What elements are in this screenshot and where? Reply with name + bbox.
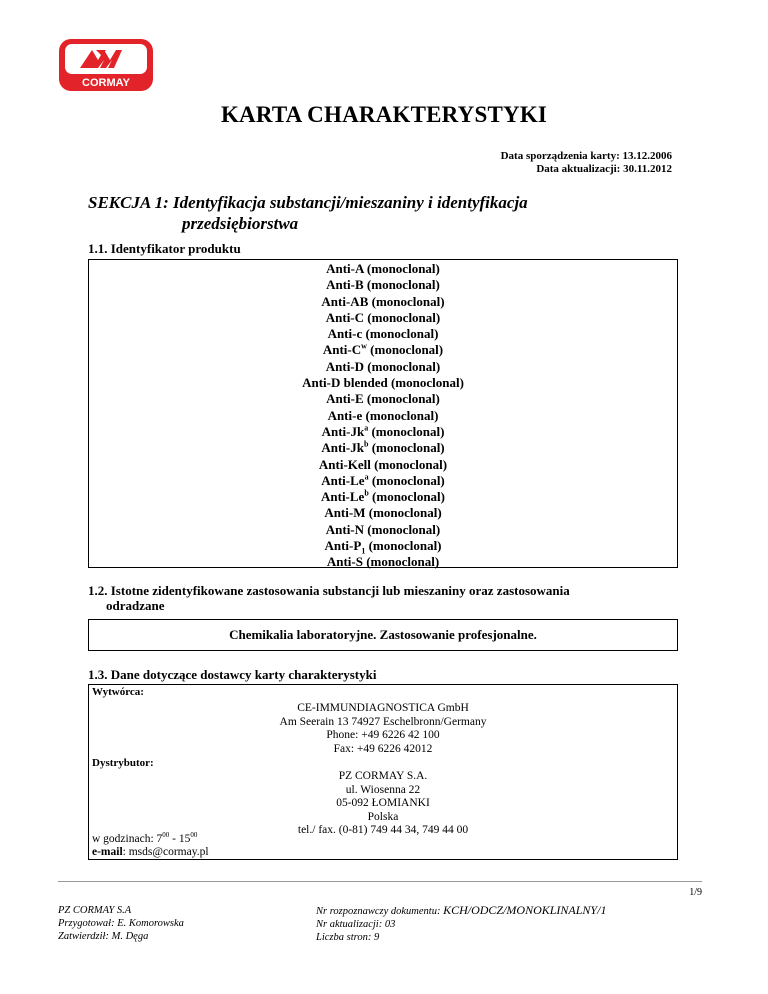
hours-end: - 15 bbox=[169, 832, 191, 845]
footer-approved: Zatwierdził: M. Dęga bbox=[58, 931, 149, 942]
product-name: Anti-C bbox=[325, 309, 365, 325]
manufacturer-line: Fax: +49 6226 42012 bbox=[333, 742, 433, 755]
product-type: (monoclonal) bbox=[362, 554, 440, 570]
product-name: Anti-C bbox=[322, 342, 362, 358]
document-dates bbox=[501, 150, 672, 176]
product-list bbox=[89, 260, 677, 571]
product-name: Anti-Le bbox=[321, 472, 365, 488]
product-item bbox=[89, 326, 677, 342]
distributor-line: 05-092 ŁOMIANKI bbox=[336, 797, 430, 809]
manufacturer-line: Am Seerain 13 74927 Eschelbronn/Germany bbox=[279, 715, 487, 728]
uses-heading-line1: 1.2. Istotne zidentyfikowane zastosowania substancji lub mieszaniny oraz zastosowania bbox=[88, 583, 570, 598]
product-type: (monoclonal) bbox=[368, 440, 445, 456]
product-item bbox=[89, 375, 677, 391]
product-type: (monoclonal) bbox=[368, 423, 445, 439]
product-superscript: a bbox=[364, 423, 369, 433]
cormay-logo bbox=[58, 38, 154, 92]
product-item bbox=[89, 457, 677, 473]
product-type: (monoclonal) bbox=[365, 538, 442, 554]
product-name: Anti-S bbox=[326, 554, 363, 570]
email-value[interactable]: : msds@cormay.pl bbox=[122, 846, 209, 859]
distributor-line: Polska bbox=[367, 810, 399, 823]
product-identifier-heading: 1.1. Identyfikator produktu bbox=[88, 241, 241, 256]
footer-company: PZ CORMAY S.A bbox=[58, 905, 132, 916]
product-type: (monoclonal) bbox=[362, 326, 439, 342]
product-item bbox=[89, 277, 677, 293]
product-name: Anti-D bbox=[325, 358, 365, 374]
product-item bbox=[89, 424, 677, 440]
product-type: (monoclonal) bbox=[363, 277, 440, 293]
distributor-details bbox=[89, 770, 677, 838]
distributor-line: tel./ fax. (0-81) 749 44 34, 749 44 00 bbox=[297, 824, 469, 836]
distributor-label: Dystrybutor: bbox=[92, 757, 154, 769]
doc-number-label: Nr rozpoznawczy dokumentu: bbox=[316, 906, 444, 917]
hours-start-minutes: 00 bbox=[162, 831, 170, 839]
footer-divider bbox=[58, 881, 702, 882]
product-name: Anti-Le bbox=[321, 489, 365, 505]
product-type: (monoclonal) bbox=[364, 358, 441, 374]
footer-left bbox=[58, 904, 184, 943]
product-name: Anti-Kell bbox=[318, 456, 371, 472]
product-subscript: 1 bbox=[361, 546, 366, 556]
product-item bbox=[89, 342, 677, 358]
product-type: (monoclonal) bbox=[387, 375, 464, 391]
manufacturer-line: CE-IMMUNDIAGNOSTICA GmbH bbox=[297, 702, 469, 714]
product-type: (monoclonal) bbox=[368, 489, 445, 505]
product-name: Anti-c bbox=[327, 326, 363, 342]
product-name: Anti-N bbox=[325, 521, 365, 537]
update-date: Data aktualizacji: 30.11.2012 bbox=[536, 163, 672, 175]
product-type: (monoclonal) bbox=[368, 293, 445, 309]
product-superscript: b bbox=[364, 488, 369, 498]
manufacturer-label: Wytwórca: bbox=[92, 686, 144, 698]
email-label: e-mail bbox=[92, 846, 123, 859]
contact-hours bbox=[92, 829, 209, 860]
product-type: (monoclonal) bbox=[365, 505, 442, 521]
product-item bbox=[89, 522, 677, 538]
uses-heading bbox=[88, 583, 570, 613]
product-type: (monoclonal) bbox=[363, 391, 440, 407]
supplier-heading: 1.3. Dane dotyczące dostawcy karty charakterystyki bbox=[88, 667, 377, 682]
section-title-line2: przedsiębiorstwa bbox=[182, 214, 299, 233]
distributor-line: PZ CORMAY S.A. bbox=[338, 770, 428, 782]
footer-prepared: Przygotował: E. Komorowska bbox=[58, 918, 184, 929]
uses-box bbox=[88, 619, 678, 651]
product-name: Anti-P bbox=[324, 538, 362, 554]
product-type: (monoclonal) bbox=[363, 261, 440, 276]
product-name: Anti-D blended bbox=[302, 375, 388, 391]
document-title: KARTA CHARAKTERYSTYKI bbox=[220, 102, 548, 127]
product-name: Anti-Jk bbox=[321, 440, 364, 456]
product-item bbox=[89, 391, 677, 407]
product-superscript: a bbox=[364, 472, 369, 482]
product-item bbox=[89, 440, 677, 456]
product-item bbox=[89, 505, 677, 521]
product-type: (monoclonal) bbox=[366, 342, 444, 358]
section-1-title bbox=[88, 192, 648, 234]
product-name: Anti-B bbox=[326, 277, 364, 293]
product-item bbox=[89, 294, 677, 310]
product-superscript: w bbox=[361, 342, 367, 352]
manufacturer-line: Phone: +49 6226 42 100 bbox=[326, 729, 440, 741]
product-item bbox=[89, 554, 677, 570]
product-type: (monoclonal) bbox=[364, 309, 441, 325]
svg-text:CORMAY: CORMAY bbox=[82, 77, 130, 89]
product-name: Anti-E bbox=[326, 391, 364, 407]
manufacturer-details bbox=[89, 702, 677, 756]
footer-doc-number bbox=[316, 904, 606, 918]
product-item bbox=[89, 310, 677, 326]
page-number: 1/9 bbox=[689, 887, 702, 898]
product-identifier-box bbox=[88, 259, 678, 568]
product-name: Anti-M bbox=[324, 505, 366, 521]
doc-number-value: KCH/ODCZ/MONOKLINALNY/1 bbox=[443, 903, 607, 917]
uses-text: Chemikalia laboratoryjne. Zastosowanie profesjonalne. bbox=[229, 627, 537, 642]
distributor-line: ul. Wiosenna 22 bbox=[345, 783, 421, 796]
product-superscript: b bbox=[363, 439, 369, 449]
product-type: (monoclonal) bbox=[362, 407, 439, 423]
product-name: Anti-e bbox=[327, 407, 363, 423]
product-item bbox=[89, 489, 677, 505]
hours-end-minutes: 00 bbox=[190, 831, 198, 839]
supplier-box bbox=[88, 684, 678, 860]
footer-right bbox=[316, 904, 606, 944]
hours-start: w godzinach: 7 bbox=[92, 832, 163, 845]
footer-revision: Nr aktualizacji: 03 bbox=[316, 919, 396, 930]
email-line bbox=[92, 846, 209, 860]
product-type: (monoclonal) bbox=[364, 521, 441, 537]
product-name: Anti-A bbox=[326, 261, 364, 276]
uses-heading-line2: odradzane bbox=[106, 598, 165, 613]
product-name: Anti-Jk bbox=[321, 423, 365, 439]
creation-date: Data sporządzenia karty: 13.12.2006 bbox=[500, 150, 672, 162]
hours-line bbox=[92, 829, 209, 846]
section-title-line1: SEKCJA 1: Identyfikacja substancji/mieszaniny i identyfikacja bbox=[88, 193, 528, 212]
product-item bbox=[89, 359, 677, 375]
product-type: (monoclonal) bbox=[370, 456, 448, 472]
product-item bbox=[89, 538, 677, 554]
footer-pages: Liczba stron: 9 bbox=[316, 932, 380, 943]
product-item bbox=[89, 261, 677, 277]
product-item bbox=[89, 473, 677, 489]
product-name: Anti-AB bbox=[321, 293, 369, 309]
product-item bbox=[89, 408, 677, 424]
product-type: (monoclonal) bbox=[368, 472, 445, 488]
